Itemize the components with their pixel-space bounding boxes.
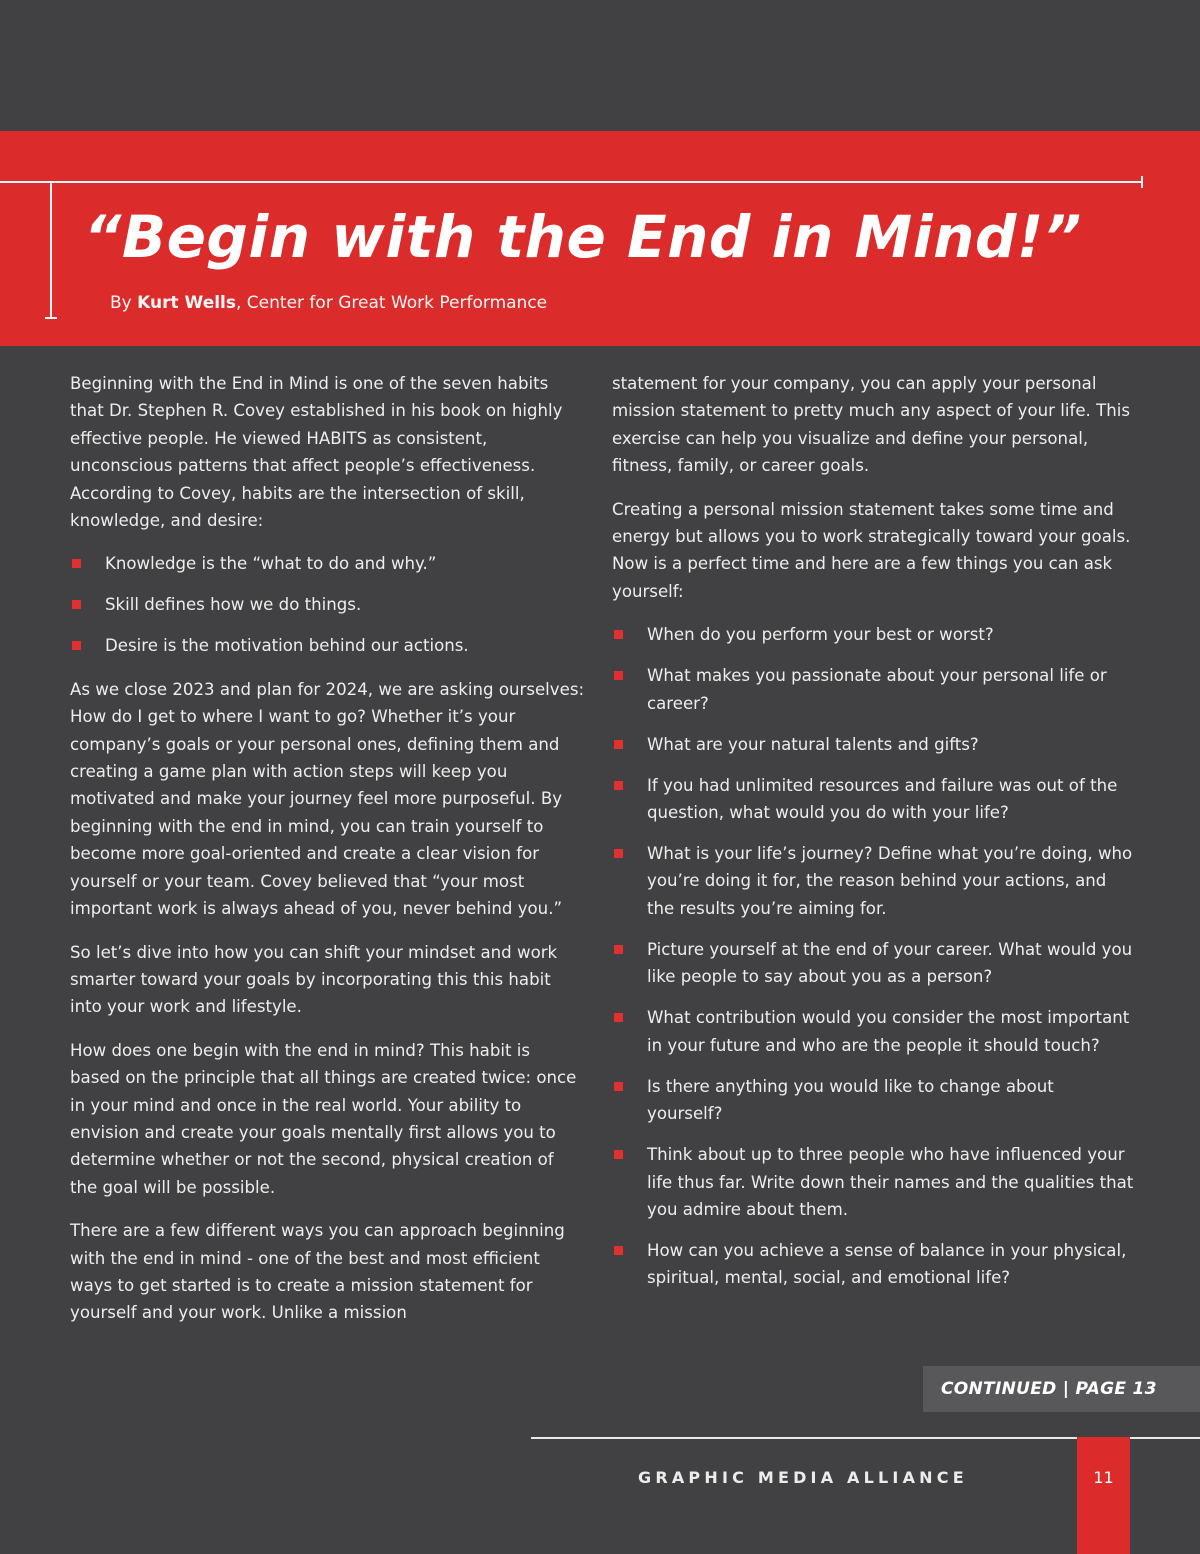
page-number: 11 — [1093, 1468, 1114, 1487]
paragraph: So let’s dive into how you can shift your mindset and work smarter toward your goals by incorporating this this habit into your work and lifestyle. — [70, 942, 558, 1017]
list-item: What is your life’s journey? Define what you’re doing, who you’re doing it for, the reason behind your actions, and the results you’re aiming for. — [612, 840, 1134, 922]
list-item: When do you perform your best or worst? — [612, 621, 1134, 648]
page-number-tab — [1077, 1437, 1130, 1554]
square-bullet-icon — [72, 600, 81, 609]
list-item: What contribution would you consider the most important in your future and who are the people it should touch? — [612, 1004, 1134, 1059]
square-bullet-icon — [614, 1013, 623, 1022]
paragraph: As we close 2023 and plan for 2024, we are asking ourselves: How do I get to where I want to go? Whether it’s your company’s goals or your personal ones, defining them and creating a game plan with action steps will keep you motivated and make your journey feel more purposeful. By beginning with the end in mind, you can train yourself to become more goal-oriented and create a clear vision for yourself or your team. Covey believed that “your most important work is always ahead of you, never behind you.” — [70, 679, 585, 919]
author-affiliation: , Center for Great Work Performance — [236, 293, 548, 313]
banner-horizontal-rule — [0, 181, 1142, 183]
continued-label: CONTINUED | PAGE 13 — [941, 1379, 1157, 1399]
square-bullet-icon — [72, 641, 81, 650]
article-title: “Begin with the End in Mind!” — [84, 203, 1082, 271]
square-bullet-icon — [614, 740, 623, 749]
square-bullet-icon — [614, 671, 623, 680]
title-banner — [0, 131, 1200, 346]
list-item: Think about up to three people who have influenced your life thus far. Write down their names and the qualities that you admire about them. — [612, 1141, 1134, 1223]
paragraph-intro: Beginning with the End in Mind is one of the seven habits that Dr. Stephen R. Covey established in his book on highly effective people. He viewed HABITS as consistent, unconscious patterns that affect people’s effectiveness. According to Covey, habits are the intersection of skill, knowledge, and desire: — [70, 374, 563, 531]
habits-list — [70, 550, 585, 659]
list-item: Skill defines how we do things. — [70, 591, 585, 618]
paragraph: There are a few different ways you can approach beginning with the end in mind - one of the best and most efficient ways to get started is to create a mission statement for yourself and your work. Unlike a mission — [70, 1221, 565, 1323]
square-bullet-icon — [614, 945, 623, 954]
square-bullet-icon — [614, 1082, 623, 1091]
list-item: How can you achieve a sense of balance in your physical, spiritual, mental, social, and emotional life? — [612, 1237, 1134, 1292]
square-bullet-icon — [614, 849, 623, 858]
right-column — [612, 370, 1134, 1308]
questions-list — [612, 621, 1134, 1291]
byline-prefix: By — [110, 293, 138, 313]
continued-on-page-link[interactable] — [923, 1366, 1200, 1412]
list-item: If you had unlimited resources and failure was out of the question, what would you do with your life? — [612, 772, 1134, 827]
banner-vertical-rule — [50, 181, 52, 319]
square-bullet-icon — [614, 781, 623, 790]
paragraph: How does one begin with the end in mind? This habit is based on the principle that all things are created twice: once in your mind and once in the real world. Your ability to envision and create your goals mentally first allows you to determine whether or not the second, physical creation of the goal will be possible. — [70, 1040, 577, 1197]
paragraph: statement for your company, you can apply your personal mission statement to pretty much any aspect of your life. This exercise can help you visualize and define your personal, fitness, family, or career goals. — [612, 374, 1130, 476]
author-name: Kurt Wells — [137, 293, 236, 313]
byline — [110, 293, 547, 313]
list-item: Picture yourself at the end of your career. What would you like people to say about you as a person? — [612, 936, 1134, 991]
list-item: Knowledge is the “what to do and why.” — [70, 550, 585, 577]
list-item: What are your natural talents and gifts? — [612, 731, 1134, 758]
list-item: Desire is the motivation behind our actions. — [70, 632, 585, 659]
publication-name: GRAPHIC MEDIA ALLIANCE — [638, 1468, 968, 1487]
square-bullet-icon — [614, 1246, 623, 1255]
paragraph: Creating a personal mission statement takes some time and energy but allows you to work strategically toward your goals. Now is a perfect time and here are a few things you can ask yourself: — [612, 499, 1131, 601]
square-bullet-icon — [614, 630, 623, 639]
list-item: What makes you passionate about your personal life or career? — [612, 662, 1134, 717]
left-column — [70, 370, 585, 1343]
square-bullet-icon — [614, 1150, 623, 1159]
list-item: Is there anything you would like to change about yourself? — [612, 1073, 1134, 1128]
square-bullet-icon — [72, 559, 81, 568]
